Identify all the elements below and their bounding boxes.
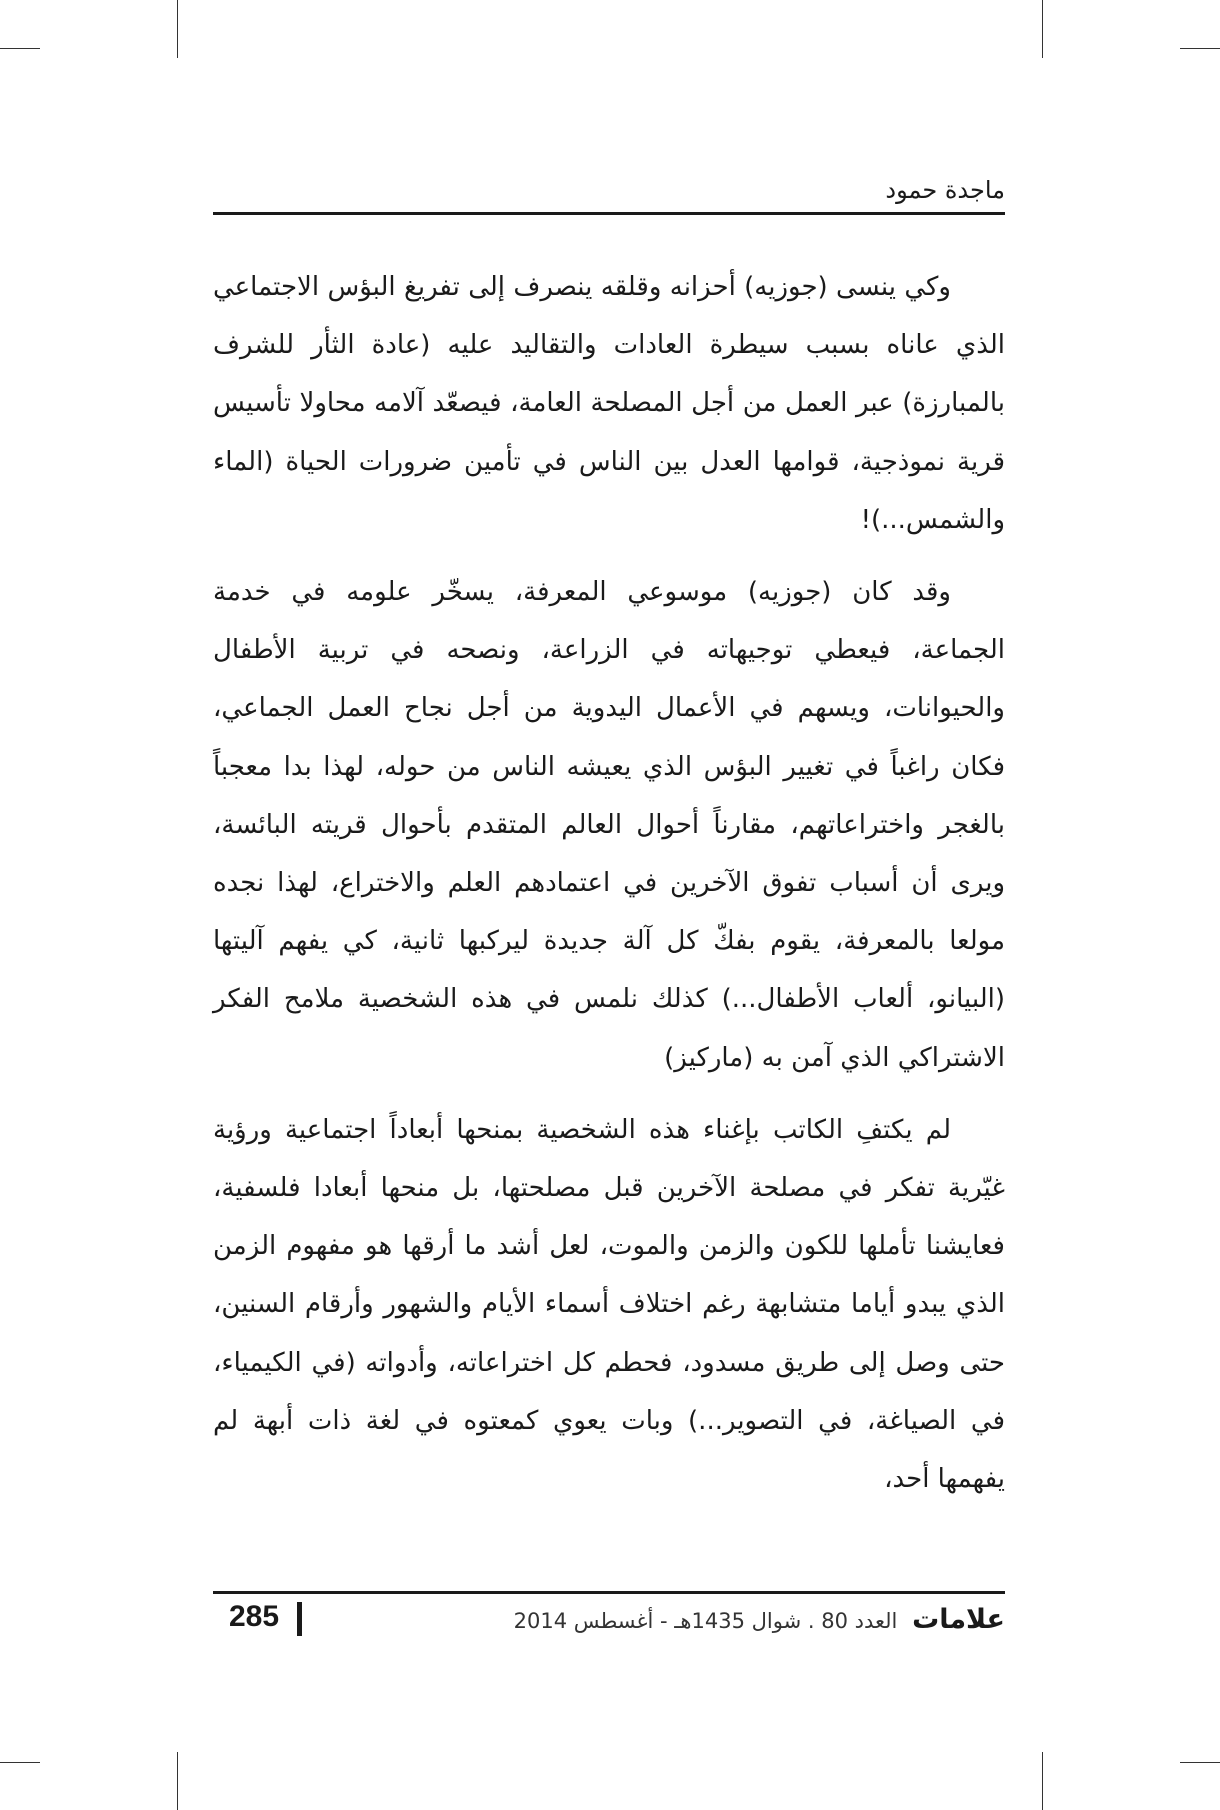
issue-info <box>514 1604 1005 1635</box>
header-rule <box>213 212 1005 215</box>
footer-separator <box>297 1602 302 1636</box>
paragraph: لم يكتفِ الكاتب بإغناء هذه الشخصية بمنحها أبعاداً اجتماعية ورؤية غيّرية تفكر في مصلحة الآخرين قبل مصلحتها، بل منحها أبعادا فلسفية، فعايشنا تأملها للكون والزمن والموت، لعل أشد ما أرقها هو مفهوم الزمن الذي يبدو أياما متشابهة رغم اختلاف أسماء الأيام والشهور وأرقام السنين، حتى وصل إلى طريق مسدود، فحطم كل اختراعاته، وأدواته (في الكيمياء، في الصياغة، في التصوير...) وبات يعوي كمعتوه في لغة ذات أبهة لم يفهمها أحد، <box>213 1114 1005 1495</box>
journal-name: علامات <box>912 1604 1005 1635</box>
crop-mark <box>0 1762 40 1763</box>
page-footer <box>213 1596 1005 1646</box>
crop-mark <box>177 1752 178 1810</box>
crop-mark <box>1042 0 1043 58</box>
crop-mark <box>1180 1762 1220 1763</box>
page-number: 285 <box>229 1600 280 1633</box>
paragraph: وقد كان (جوزيه) موسوعي المعرفة، يسخّر علومه في خدمة الجماعة، فيعطي توجيهاته في الزراعة، ونصحه في تربية الأطفال والحيوانات، ويسهم في الأعمال اليدوية من أجل نجاح العمل الجماعي، فكان راغباً في تغيير البؤس الذي يعيشه الناس من حوله، لهذا بدا معجباً بالغجر واختراعاتهم، مقارناً أحوال العالم المتقدم بأحوال قريته البائسة، ويرى أن أسباب تفوق الآخرين في اعتمادهم العلم والاختراع، لهذا نجده مولعا بالمعرفة، يقوم بفكّ كل آلة جديدة ليركبها ثانية، كي يفهم آليتها (البيانو، ألعاب الأطفال...) كذلك نلمس في هذه الشخصية ملامح الفكر الاشتراكي الذي آمن به (ماركيز) <box>213 577 1005 1073</box>
crop-mark <box>1042 1752 1043 1810</box>
footer-rule <box>213 1591 1005 1594</box>
issue-details: العدد 80 . شوال 1435هـ - أغسطس 2014 <box>513 1609 898 1633</box>
running-head-author: ماجدة حمود <box>885 176 1005 204</box>
crop-mark <box>1180 48 1220 49</box>
crop-mark <box>177 0 178 58</box>
crop-mark <box>0 48 40 49</box>
paragraph: وكي ينسى (جوزيه) أحزانه وقلقه ينصرف إلى تفريغ البؤس الاجتماعي الذي عاناه بسبب سيطرة العادات والتقاليد عليه (عادة الثأر للشرف بالمبارزة) عبر العمل من أجل المصلحة العامة، فيصعّد آلامه محاولا تأسيس قرية نموذجية، قوامها العدل بين الناس في تأمين ضرورات الحياة (الماء والشمس...)! <box>213 272 1005 535</box>
article-body <box>213 258 1005 1522</box>
